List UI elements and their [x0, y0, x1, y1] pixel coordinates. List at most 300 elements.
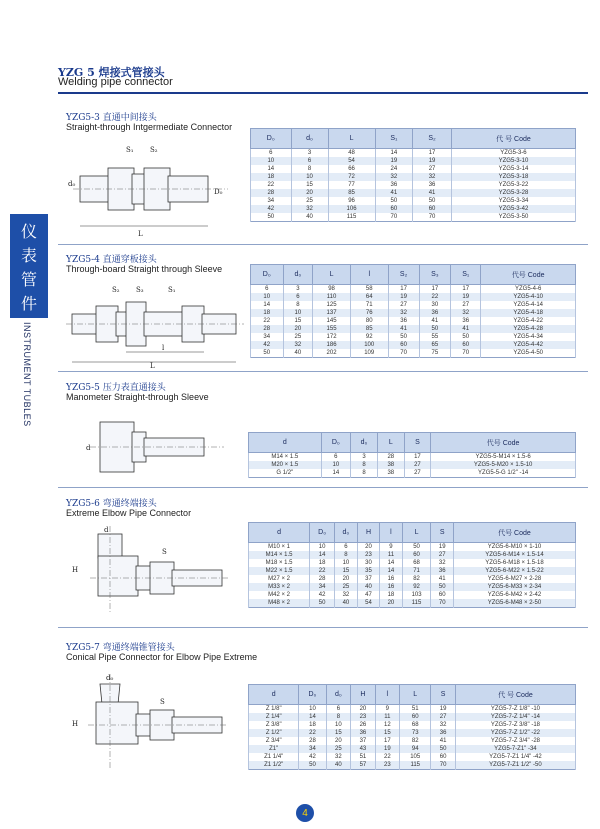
table-cell: 36: [413, 181, 452, 189]
table-cell: 68: [402, 559, 431, 567]
table-cell: 50: [451, 333, 481, 341]
table-cell: 8: [351, 469, 378, 478]
table-cell: YZG5-4-42: [481, 341, 576, 349]
table-cell: G 1/2": [249, 469, 322, 478]
col-header: S₁: [451, 265, 481, 285]
dim-l-label: l: [162, 344, 165, 352]
table-cell: 24: [375, 165, 413, 173]
table-cell: 54: [328, 157, 375, 165]
table-cell: M48 × 2: [249, 599, 310, 608]
dim-S-label: S: [160, 698, 165, 706]
elbow-connector-drawing: [68, 524, 238, 624]
table-cell: 19: [413, 157, 452, 165]
table-row: [249, 567, 576, 575]
table-cell: 25: [335, 583, 358, 591]
table-cell: YZG5-6-M22 × 1.5-22: [453, 567, 575, 575]
table-row: [251, 149, 576, 158]
table-cell: 50: [310, 599, 335, 608]
table-row: [249, 591, 576, 599]
table-cell: 17: [451, 285, 481, 294]
table-cell: 47: [357, 591, 379, 599]
table-cell: 42: [251, 341, 284, 349]
table-cell: 20: [326, 737, 351, 745]
table-cell: Z 1/8": [249, 705, 299, 714]
table-cell: 60: [388, 341, 419, 349]
dim-L-label: L: [138, 230, 143, 238]
table-cell: 27: [431, 551, 453, 559]
table-cell: 32: [388, 309, 419, 317]
table-cell: 65: [419, 341, 450, 349]
table-cell: 70: [431, 761, 455, 770]
table-cell: YZG5-6-M18 × 1.5-18: [453, 559, 575, 567]
table-cell: 36: [351, 729, 375, 737]
table-cell: 50: [388, 333, 419, 341]
table-cell: M14 × 1.5: [249, 453, 322, 462]
table-cell: 186: [313, 341, 351, 349]
table-cell: YZG5-7-Z1" -34: [455, 745, 575, 753]
section-title-en: Through-board Straight through Sleeve: [66, 264, 223, 274]
table-cell: 60: [413, 205, 452, 213]
table-cell: 36: [375, 181, 413, 189]
table-cell: YZG5-7-Z 1/2" -22: [455, 729, 575, 737]
table-row: [249, 753, 576, 761]
table-cell: 14: [299, 713, 326, 721]
table-cell: 15: [283, 317, 313, 325]
table-cell: 10: [310, 543, 335, 552]
col-header: S₂: [388, 265, 419, 285]
col-header: l: [380, 523, 402, 543]
table-cell: 85: [350, 325, 388, 333]
table-cell: 125: [313, 301, 351, 309]
table-cell: 34: [310, 583, 335, 591]
table-cell: 19: [375, 157, 413, 165]
col-header: 代号 Code: [481, 265, 576, 285]
table-cell: 18: [251, 173, 292, 181]
section-title-en: Straight-through Intgermediate Connector: [66, 122, 233, 132]
dim-d0-label: d₀: [106, 674, 114, 682]
table-row: [251, 157, 576, 165]
table-cell: YZG5-4-14: [481, 301, 576, 309]
table-cell: 23: [375, 761, 399, 770]
table-cell: 40: [283, 349, 313, 358]
table-cell: 25: [326, 745, 351, 753]
col-header: D₀: [251, 129, 292, 149]
section-title-en: Extreme Elbow Pipe Connector: [66, 508, 192, 518]
table-cell: YZG5-3-34: [451, 197, 575, 205]
table-cell: YZG5-3-14: [451, 165, 575, 173]
table-cell: 109: [350, 349, 388, 358]
table-cell: 92: [350, 333, 388, 341]
section-yzg5-6: [58, 492, 588, 628]
table-cell: M27 × 2: [249, 575, 310, 583]
table-cell: YZG5-3-10: [451, 157, 575, 165]
table-cell: 42: [251, 205, 292, 213]
table-cell: 41: [375, 189, 413, 197]
col-header: S₃: [419, 265, 450, 285]
table-cell: Z 3/4": [249, 737, 299, 745]
table-row: [251, 213, 576, 222]
table-cell: 70: [375, 213, 413, 222]
table-row: [249, 721, 576, 729]
table-cell: 60: [451, 341, 481, 349]
table-cell: 145: [313, 317, 351, 325]
table-cell: 27: [451, 301, 481, 309]
table-row: [249, 551, 576, 559]
table-cell: 51: [400, 705, 431, 714]
section-title-cn: YZG5-6 弯通终端接头: [66, 499, 157, 509]
table-cell: 10: [321, 461, 351, 469]
table-cell: 37: [357, 575, 379, 583]
table-cell: 202: [313, 349, 351, 358]
table-cell: M42 × 2: [249, 591, 310, 599]
table-row: [251, 333, 576, 341]
col-header: 代号 Code: [453, 523, 575, 543]
table-cell: 22: [419, 293, 450, 301]
table-cell: YZG5-6-M10 × 1-10: [453, 543, 575, 552]
table-cell: 115: [328, 213, 375, 222]
table-cell: 18: [251, 309, 284, 317]
table-cell: 106: [328, 205, 375, 213]
table-cell: 12: [375, 721, 399, 729]
table-row: [251, 165, 576, 173]
dim-S-label: S: [162, 548, 167, 556]
table-cell: 40: [326, 761, 351, 770]
col-header: S: [404, 433, 431, 453]
col-header: d₀: [283, 265, 313, 285]
table-row: [249, 599, 576, 608]
table-cell: YZG5-5-M14 × 1.5-6: [431, 453, 576, 462]
col-header: S₂: [413, 129, 452, 149]
table-cell: 51: [351, 753, 375, 761]
table-cell: 3: [351, 453, 378, 462]
table-cell: 137: [313, 309, 351, 317]
section-title-en: Manometer Straight-through Sleeve: [66, 392, 209, 402]
table-cell: 10: [291, 173, 328, 181]
col-header: S₁: [375, 129, 413, 149]
section-title-cn: YZG5-3 直通中间接头: [66, 113, 157, 123]
side-category-tab: [10, 214, 48, 318]
table-cell: 103: [402, 591, 431, 599]
section-title-en: Conical Pipe Connector for Elbow Pipe Extreme: [66, 652, 258, 662]
table-row: [251, 309, 576, 317]
side-vertical-label: INSTRUMENT TUBLES: [22, 322, 32, 427]
table-cell: 41: [451, 325, 481, 333]
table-cell: 25: [291, 197, 328, 205]
spec-table: [248, 684, 576, 770]
table-cell: 96: [328, 197, 375, 205]
col-header: L: [378, 433, 405, 453]
table-cell: M18 × 1.5: [249, 559, 310, 567]
table-cell: 18: [299, 721, 326, 729]
section-yzg5-7: [58, 636, 588, 786]
spec-table: [250, 128, 576, 222]
table-row: [251, 349, 576, 358]
table-cell: 22: [375, 753, 399, 761]
through-board-drawing: [64, 278, 250, 368]
table-cell: 10: [251, 157, 292, 165]
table-cell: YZG5-4-34: [481, 333, 576, 341]
table-cell: YZG5-4-6: [481, 285, 576, 294]
table-cell: 36: [388, 317, 419, 325]
col-header: d₀: [291, 129, 328, 149]
table-cell: 9: [380, 543, 402, 552]
table-cell: Z 1/2": [249, 729, 299, 737]
table-cell: YZG5-3-50: [451, 213, 575, 222]
table-cell: 58: [350, 285, 388, 294]
spec-table: [248, 432, 576, 478]
table-cell: 82: [400, 737, 431, 745]
table-cell: 14: [321, 469, 351, 478]
table-cell: Z1 1/4": [249, 753, 299, 761]
table-cell: 20: [283, 325, 313, 333]
table-cell: YZG5-3-18: [451, 173, 575, 181]
table-cell: 14: [380, 559, 402, 567]
table-cell: 23: [357, 551, 379, 559]
table-cell: 50: [251, 349, 284, 358]
table-row: [251, 285, 576, 294]
table-cell: 172: [313, 333, 351, 341]
table-cell: 38: [378, 469, 405, 478]
table-cell: YZG5-4-50: [481, 349, 576, 358]
table-cell: 41: [388, 325, 419, 333]
table-cell: 15: [375, 729, 399, 737]
table-cell: 14: [380, 567, 402, 575]
table-cell: 32: [335, 591, 358, 599]
table-cell: 77: [328, 181, 375, 189]
table-cell: YZG5-7-Z1 1/4" -42: [455, 753, 575, 761]
table-cell: 8: [283, 301, 313, 309]
table-cell: YZG5-5-G 1/2" -14: [431, 469, 576, 478]
col-header: d: [249, 523, 310, 543]
table-cell: Z 3/8": [249, 721, 299, 729]
col-header: L: [328, 129, 375, 149]
table-cell: 100: [350, 341, 388, 349]
col-header: L: [400, 685, 431, 705]
table-cell: 22: [251, 181, 292, 189]
table-cell: M14 × 1.5: [249, 551, 310, 559]
table-cell: 70: [413, 213, 452, 222]
table-cell: 3: [291, 149, 328, 158]
table-row: [251, 173, 576, 181]
table-cell: 41: [431, 575, 453, 583]
table-cell: 50: [419, 325, 450, 333]
table-cell: 27: [413, 165, 452, 173]
dim-s2-label: S₂: [112, 286, 120, 294]
table-cell: M33 × 2: [249, 583, 310, 591]
table-cell: 55: [419, 333, 450, 341]
dim-s2-label: S₂: [150, 146, 158, 154]
table-cell: 54: [357, 599, 379, 608]
section-yzg5-5: [58, 376, 588, 488]
table-cell: 40: [357, 583, 379, 591]
table-cell: YZG5-3-28: [451, 189, 575, 197]
table-cell: 98: [313, 285, 351, 294]
table-cell: 48: [328, 149, 375, 158]
table-cell: Z 1/4": [249, 713, 299, 721]
table-cell: 40: [291, 213, 328, 222]
table-cell: 32: [375, 173, 413, 181]
table-row: [249, 583, 576, 591]
dim-d-label: d: [86, 444, 91, 452]
spec-table: [250, 264, 576, 358]
table-cell: 50: [251, 213, 292, 222]
table-cell: 80: [350, 317, 388, 325]
table-cell: 66: [328, 165, 375, 173]
table-cell: M20 × 1.5: [249, 461, 322, 469]
table-cell: 6: [335, 543, 358, 552]
table-cell: 27: [388, 301, 419, 309]
table-cell: 32: [291, 205, 328, 213]
table-cell: 32: [283, 341, 313, 349]
table-cell: 6: [326, 705, 351, 714]
dim-d0-label: d₀: [68, 180, 76, 188]
table-cell: 30: [419, 301, 450, 309]
table-row: [249, 729, 576, 737]
table-cell: YZG5-7-Z 1/8" -10: [455, 705, 575, 714]
table-cell: 19: [431, 543, 453, 552]
table-cell: 20: [380, 599, 402, 608]
table-cell: 43: [351, 745, 375, 753]
table-cell: 50: [402, 543, 431, 552]
table-cell: 115: [400, 761, 431, 770]
table-row: [249, 543, 576, 552]
table-cell: 19: [388, 293, 419, 301]
dim-L-label: L: [150, 362, 155, 368]
table-cell: 8: [335, 551, 358, 559]
table-cell: YZG5-6-M48 × 2-50: [453, 599, 575, 608]
table-cell: 35: [357, 567, 379, 575]
table-cell: 20: [291, 189, 328, 197]
dim-s3-label: S₃: [136, 286, 144, 294]
table-cell: 10: [299, 705, 326, 714]
table-cell: 82: [402, 575, 431, 583]
table-cell: 50: [431, 745, 455, 753]
table-cell: 10: [326, 721, 351, 729]
col-header: l: [375, 685, 399, 705]
table-cell: 38: [378, 461, 405, 469]
table-cell: 34: [299, 745, 326, 753]
table-cell: 41: [419, 317, 450, 325]
table-cell: YZG5-6-M42 × 2-42: [453, 591, 575, 599]
dim-H-label: H: [72, 566, 79, 574]
col-header: H: [351, 685, 375, 705]
table-cell: 110: [313, 293, 351, 301]
table-cell: 92: [402, 583, 431, 591]
table-cell: 18: [310, 559, 335, 567]
table-cell: 28: [299, 737, 326, 745]
table-cell: 8: [326, 713, 351, 721]
table-row: [249, 705, 576, 714]
table-cell: YZG5-4-10: [481, 293, 576, 301]
table-cell: 14: [251, 165, 292, 173]
spec-table: [248, 522, 576, 608]
table-cell: 27: [404, 469, 431, 478]
conical-elbow-drawing: [68, 670, 238, 780]
table-cell: 22: [251, 317, 284, 325]
table-row: [249, 559, 576, 567]
table-cell: Z1": [249, 745, 299, 753]
col-header: S: [431, 685, 455, 705]
table-cell: YZG5-6-M33 × 2-34: [453, 583, 575, 591]
table-cell: 19: [451, 293, 481, 301]
table-cell: 16: [380, 583, 402, 591]
table-cell: 23: [351, 713, 375, 721]
table-cell: 73: [400, 729, 431, 737]
table-cell: 60: [402, 551, 431, 559]
table-cell: 36: [431, 567, 453, 575]
table-cell: 3: [283, 285, 313, 294]
table-cell: 18: [380, 591, 402, 599]
table-cell: 22: [310, 567, 335, 575]
table-cell: 64: [350, 293, 388, 301]
table-cell: YZG5-3-22: [451, 181, 575, 189]
table-cell: 57: [351, 761, 375, 770]
table-cell: 42: [299, 753, 326, 761]
table-cell: 11: [380, 551, 402, 559]
table-cell: 115: [402, 599, 431, 608]
table-cell: 6: [291, 157, 328, 165]
table-row: [251, 205, 576, 213]
table-cell: 15: [291, 181, 328, 189]
col-header: 代 号 Code: [451, 129, 575, 149]
table-cell: 17: [388, 285, 419, 294]
table-cell: 75: [419, 349, 450, 358]
table-cell: 14: [310, 551, 335, 559]
col-header: d₀: [351, 433, 378, 453]
table-cell: 15: [326, 729, 351, 737]
table-cell: YZG5-6-M27 × 2-28: [453, 575, 575, 583]
page-title: YZG 5 焊接式管接头: [58, 66, 165, 79]
table-cell: YZG5-7-Z 3/8" -18: [455, 721, 575, 729]
table-cell: 15: [335, 567, 358, 575]
col-header: D₀: [251, 265, 284, 285]
table-cell: 20: [335, 575, 358, 583]
table-row: [251, 325, 576, 333]
table-cell: 20: [357, 543, 379, 552]
table-row: [249, 713, 576, 721]
table-cell: 50: [431, 583, 453, 591]
table-cell: 32: [431, 721, 455, 729]
manometer-sleeve-drawing: [84, 416, 234, 482]
table-cell: 60: [400, 713, 431, 721]
table-cell: 30: [357, 559, 379, 567]
table-cell: 60: [431, 591, 453, 599]
table-cell: 27: [404, 461, 431, 469]
table-cell: YZG5-5-M20 × 1.5-10: [431, 461, 576, 469]
table-cell: 72: [328, 173, 375, 181]
table-cell: 22: [299, 729, 326, 737]
table-cell: YZG5-3-6: [451, 149, 575, 158]
table-cell: 32: [413, 173, 452, 181]
table-cell: 11: [375, 713, 399, 721]
col-header: d: [249, 685, 299, 705]
table-cell: 28: [378, 453, 405, 462]
side-tab-char: 仪: [20, 221, 37, 241]
side-tab-char: 管: [20, 269, 37, 289]
table-row: [251, 181, 576, 189]
table-cell: 26: [351, 721, 375, 729]
table-cell: 41: [431, 737, 455, 745]
table-row: [251, 293, 576, 301]
col-header: L: [313, 265, 351, 285]
table-cell: YZG5-4-18: [481, 309, 576, 317]
table-cell: 25: [283, 333, 313, 341]
col-header: 代号 Code: [431, 433, 576, 453]
table-cell: 14: [375, 149, 413, 158]
table-cell: 70: [388, 349, 419, 358]
table-row: [251, 341, 576, 349]
table-cell: 9: [375, 705, 399, 714]
